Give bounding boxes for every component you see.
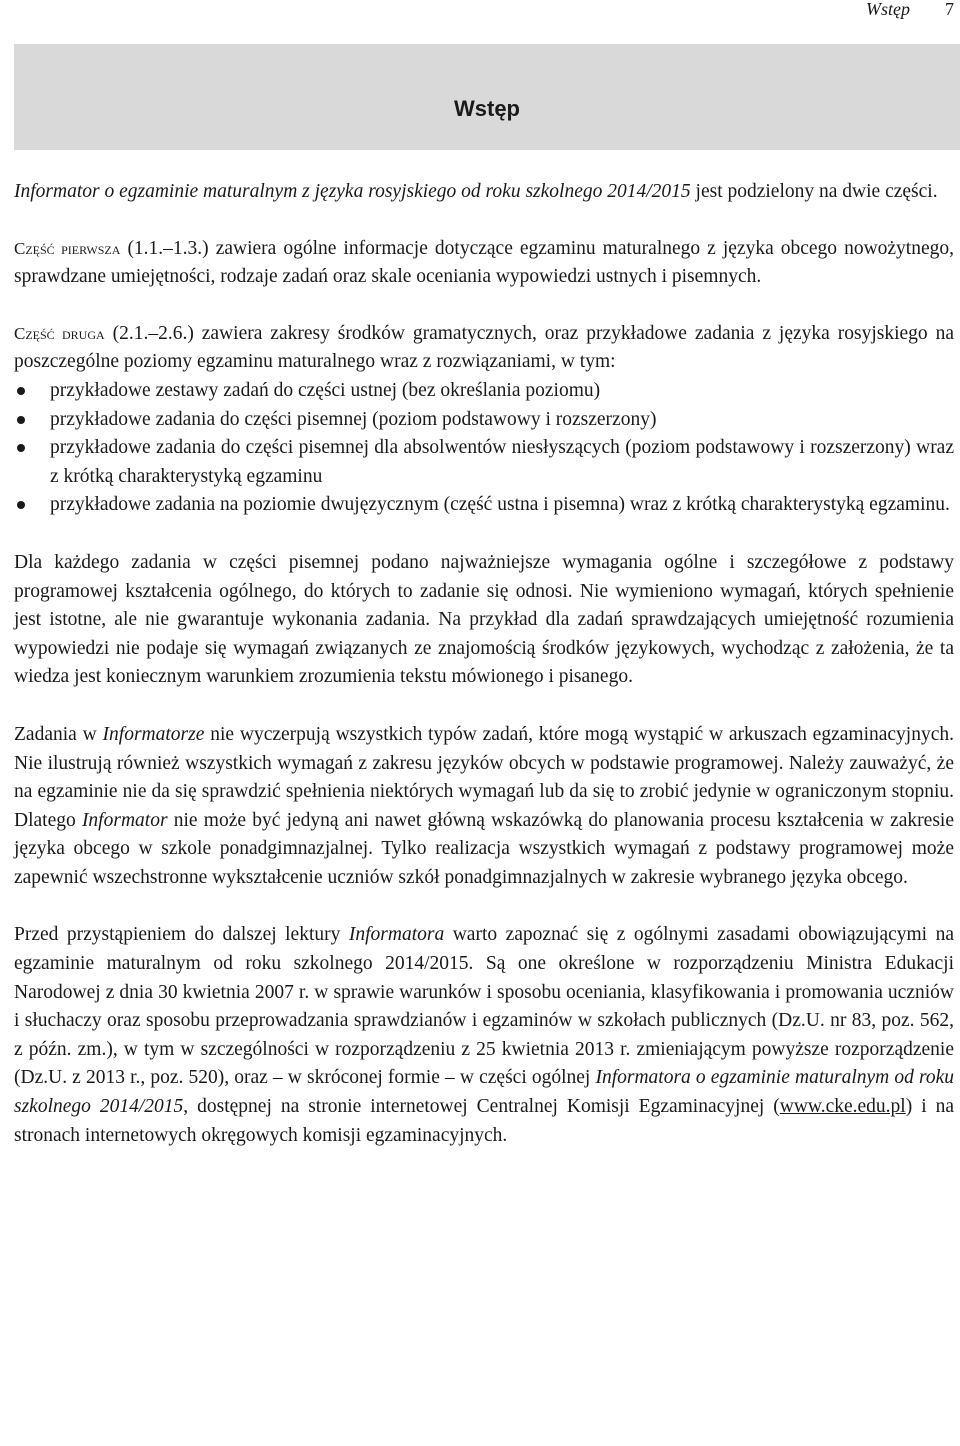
document-body bbox=[14, 178, 954, 1150]
bullet-icon bbox=[17, 444, 25, 452]
title-banner bbox=[14, 44, 960, 150]
list-item-text: przykładowe zestawy zadań do części ustnej (bez określania poziomu) bbox=[50, 379, 601, 401]
rules-text-1: Przed przystąpieniem do dalszej lektury bbox=[14, 924, 349, 946]
running-head bbox=[0, 0, 960, 24]
tasks-text-2: nie wyczerpują wszystkich typów zadań, które mogą wystąpić w arkuszach egzaminacyjnych. Nie ilustrują również wszystkich wymagań z zakresu języków obcych w podstawie programowej. Należy zauważyć, że na egzaminie nie da się sprawdzić spełnienia niektórych wymagań lub da się to zrobić jedynie w ograniczonym stopniu. Dlatego bbox=[14, 723, 954, 831]
tasks-text-1: Zadania w bbox=[14, 723, 103, 745]
intro-paragraph bbox=[14, 178, 954, 207]
rules-text-3: , dostępnej na stronie internetowej Centralnej Komisji Egzaminacyjnej ( bbox=[183, 1096, 780, 1118]
rules-italic-2: Informatora o egzaminie maturalnym od roku szkolnego 2014/2015 bbox=[14, 1067, 954, 1118]
rules-paragraph bbox=[14, 921, 954, 1150]
bullet-icon bbox=[17, 501, 25, 509]
rules-text-4: ) i na stronach internetowych okręgowych komisji egzaminacyjnych. bbox=[14, 1096, 954, 1146]
page-title: Wstęp bbox=[454, 96, 520, 121]
part-two-label: Część druga bbox=[14, 323, 105, 343]
running-head-section: Wstęp bbox=[866, 0, 910, 19]
list-item-text: przykładowe zadania do części pisemnej (poziom podstawowy i rozszerzony) bbox=[50, 408, 657, 430]
part-two-bullet-list bbox=[14, 377, 954, 520]
part-two-text: zawiera zakresy środków gramatycznych, oraz przykładowe zadania z języka rosyjskiego na poszczególne poziomy egzaminu maturalnego wraz z rozwiązaniami, w tym: bbox=[14, 322, 954, 373]
page-number: 7 bbox=[945, 0, 954, 19]
tasks-italic-1: Informatorze bbox=[102, 723, 205, 745]
part-one-paragraph bbox=[14, 235, 954, 292]
list-item bbox=[14, 491, 954, 520]
cke-website-link[interactable]: www.cke.edu.pl bbox=[779, 1096, 906, 1118]
part-one-label: Część pierwsza bbox=[14, 238, 121, 258]
requirements-paragraph: Dla każdego zadania w części pisemnej podano najważniejsze wymagania ogólne i szczegółowe z podstawy programowej kształcenia ogólnego, do których to zadanie się odnosi. Nie wymieniono wymagań, których spełnienie jest istotne, ale nie gwarantuje wykonania zadania. Na przykład dla zadań sprawdzających umiejętność rozumienia wypowiedzi nie podaje się wymagań związanych ze znajomością środków językowych, wychodząc z założenia, że ta wiedza jest koniecznym warunkiem zrozumienia tekstu mówionego i pisanego. bbox=[14, 551, 954, 688]
rules-text-2: warto zapoznać się z ogólnymi zasadami obowiązującymi na egzaminie maturalnym od roku szkolnego 2014/2015. Są one określone w rozporządzeniu Ministra Edukacji Narodowej z dnia 30 kwietnia 2007 r. w sprawie warunków i sposobu oceniania, klasyfikowania i promowania uczniów i słuchaczy oraz sposobu przeprowadzania sprawdzianów i egzaminów w szkołach publicznych (Dz.U. nr 83, poz. 562, z późn. zm.), w tym w szczególności w rozporządzeniu z 25 kwietnia 2013 r. zmieniającym powyższe rozporządzenie (Dz.U. z 2013 r., poz. 520), oraz – w skróconej formie – w części ogólnej bbox=[14, 924, 954, 1089]
tasks-text-3: nie może być jedyną ani nawet główną wskazówką do planowania procesu kształcenia w zakresie języka obcego w szkole ponadgimnazjalnej. Tylko realizacja wszystkich wymagań z podstawy programowej może zapewnić wszechstronne wykształcenie uczniów szkół ponadgimnazjalnych w zakresie wybranego języka obcego. bbox=[14, 809, 954, 888]
list-item bbox=[14, 406, 954, 435]
rules-italic-1: Informatora bbox=[348, 924, 445, 946]
tasks-paragraph bbox=[14, 721, 954, 893]
part-one-text: zawiera ogólne informacje dotyczące egzaminu maturalnego z języka obcego nowożytnego, sprawdzane umiejętności, rodzaje zadań oraz skale oceniania wypowiedzi ustnych i pisemnych. bbox=[14, 237, 955, 288]
list-item-text: przykładowe zadania na poziomie dwujęzycznym (część ustna i pisemna) wraz z krótką charakterystyką egzaminu. bbox=[50, 494, 950, 516]
part-two-range: (2.1.–2.6.) bbox=[104, 322, 194, 344]
part-two-paragraph bbox=[14, 320, 954, 377]
list-item bbox=[14, 377, 954, 406]
bullet-icon bbox=[17, 387, 25, 395]
intro-rest: jest podzielony na dwie części. bbox=[690, 181, 938, 202]
part-one-range: (1.1.–1.3.) bbox=[120, 237, 209, 259]
list-item bbox=[14, 434, 954, 491]
informator-title: Informator o egzaminie maturalnym z języka rosyjskiego od roku szkolnego 2014/2015 bbox=[14, 181, 691, 202]
list-item-text: przykładowe zadania do części pisemnej dla absolwentów niesłyszących (poziom podstawowy i rozszerzony) wraz z krótką charakterystyką egzaminu bbox=[50, 437, 954, 487]
tasks-italic-2: Informator bbox=[81, 809, 168, 831]
bullet-icon bbox=[17, 416, 25, 424]
